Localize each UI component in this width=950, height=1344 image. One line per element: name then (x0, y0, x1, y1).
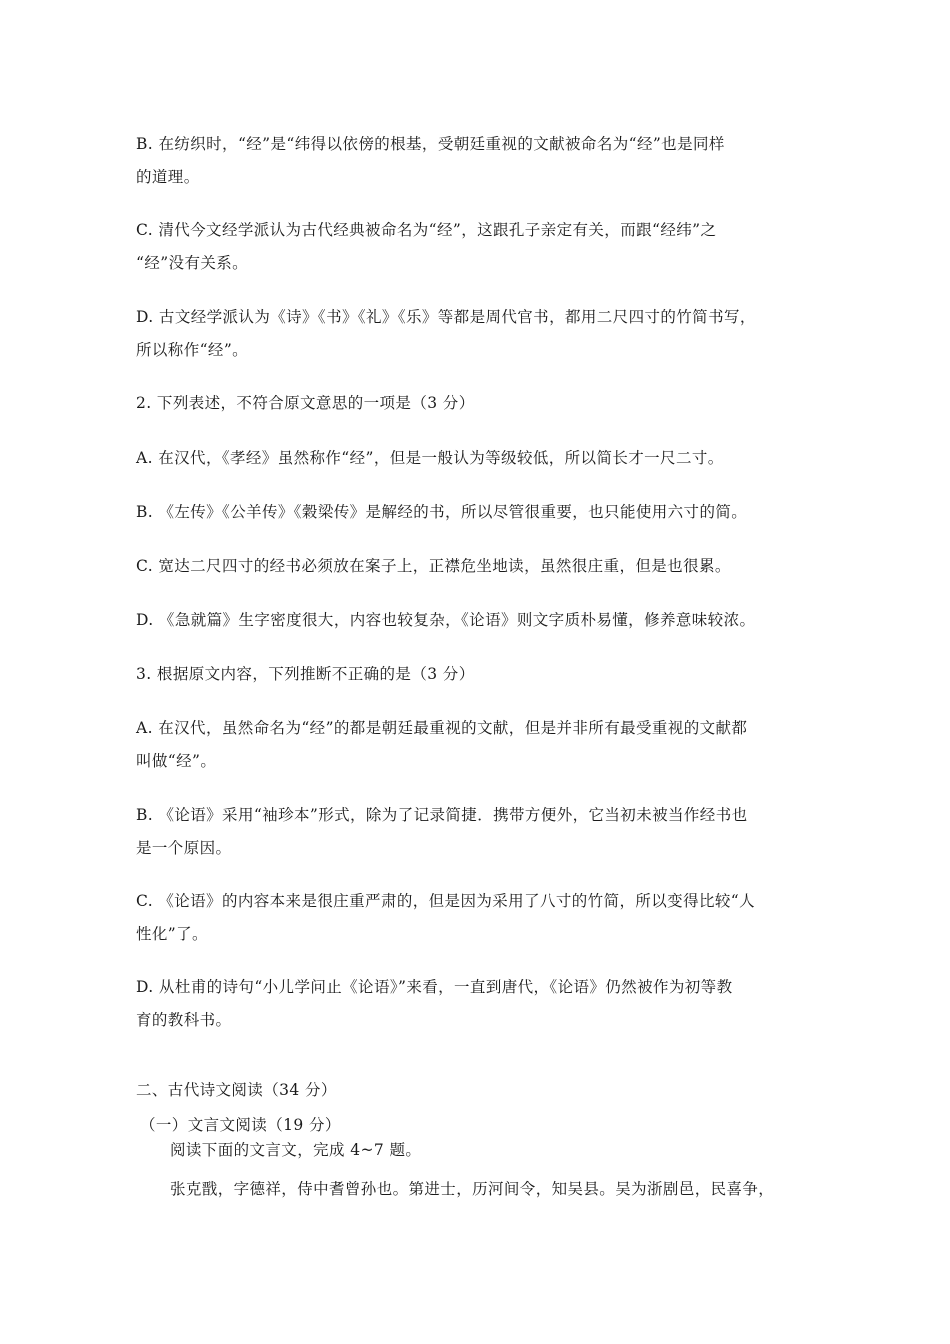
q3-option-b-line2: 是一个原因。 (136, 839, 232, 857)
q1-option-b-line2: 的道理。 (136, 168, 200, 186)
q2-stem: 2. 下列表述，不符合原文意思的一项是（3 分） (136, 394, 475, 412)
q1-option-d-line1: D. 古文经学派认为《诗》《书》《礼》《乐》等都是周代官书，都用二尺四寸的竹简书写， (136, 308, 756, 326)
q3-option-d-line2: 育的教科书。 (136, 1011, 232, 1029)
section2-subtitle: （一）文言文阅读（19 分） (140, 1116, 341, 1134)
section2-title: 二、古代诗文阅读（34 分） (136, 1081, 337, 1099)
section2-instruction: 阅读下面的文言文，完成 4~7 题。 (170, 1141, 422, 1159)
passage-first-line: 张克戬，字德祥，侍中耆曾孙也。第进士，历河间令，知吴县。吴为浙剧邑，民喜争， (170, 1180, 775, 1198)
q3-stem: 3. 根据原文内容，下列推断不正确的是（3 分） (136, 665, 475, 683)
q1-option-c-line1: C. 清代今文经学派认为古代经典被命名为“经”，这跟孔子亲定有关，而跟“经纬”之 (136, 221, 717, 239)
q1-option-d-line2: 所以称作“经”。 (136, 341, 249, 359)
q1-option-c-line2: “经”没有关系。 (136, 254, 249, 272)
q2-option-c: C. 宽达二尺四寸的经书必须放在案子上，正襟危坐地读，虽然很庄重，但是也很累。 (136, 557, 731, 575)
q3-option-b-line1: B. 《论语》采用“袖珍本”形式，除为了记录简捷．携带方便外，它当初未被当作经书也 (136, 806, 748, 824)
q2-option-d: D. 《急就篇》生字密度很大，内容也较复杂，《论语》则文字质朴易懂，修养意味较浓。 (136, 611, 756, 629)
q2-option-a: A. 在汉代，《孝经》虽然称作“经”，但是一般认为等级较低，所以简长才一尺二寸。 (136, 449, 724, 467)
q3-option-c-line1: C. 《论语》的内容本来是很庄重严肃的，但是因为采用了八寸的竹简，所以变得比较“人 (136, 892, 755, 910)
q2-option-b: B. 《左传》《公羊传》《穀梁传》是解经的书，所以尽管很重要，也只能使用六寸的简。 (136, 503, 748, 521)
q3-option-d-line1: D. 从杜甫的诗句“小儿学问止《论语》”来看，一直到唐代，《论语》仍然被作为初等教 (136, 978, 733, 996)
q3-option-c-line2: 性化”了。 (136, 925, 208, 943)
q3-option-a-line1: A. 在汉代，虽然命名为“经”的都是朝廷最重视的文献，但是并非所有最受重视的文献都 (136, 719, 748, 737)
q1-option-b-line1: B. 在纺织时，“经”是“纬得以依傍的根基，受朝廷重视的文献被命名为“经”也是同样 (136, 135, 725, 153)
q3-option-a-line2: 叫做“经”。 (136, 752, 217, 770)
